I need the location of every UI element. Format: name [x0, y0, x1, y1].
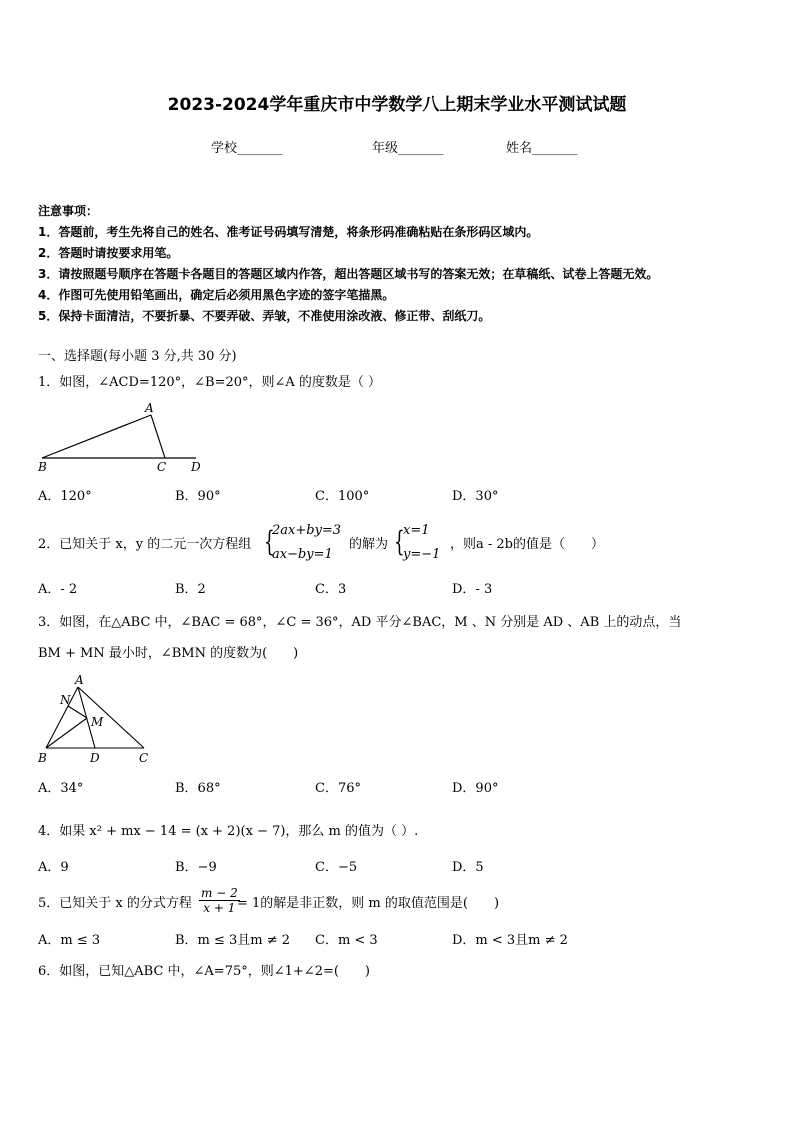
solution-y: y=−1	[403, 547, 441, 562]
q2-option-a: A．- 2	[38, 582, 78, 597]
q1-option-b: B．90°	[175, 489, 221, 504]
equation-2: ax−by=1	[272, 547, 333, 562]
question-5-stem-pre: 5．已知关于 x 的分式方程	[38, 896, 192, 911]
question-2-stem-post: ，则a - 2b的值是（ ）	[450, 537, 605, 552]
q5-option-c: C．m < 3	[315, 933, 378, 948]
q3-option-c: C．76°	[315, 781, 361, 796]
q5-option-d: D．m < 3且m ≠ 2	[452, 933, 568, 948]
side-ac	[78, 687, 144, 748]
note-item: 2．答题时请按要求用笔。	[38, 246, 179, 260]
section-heading: 一、选择题(每小题 3 分,共 30 分)	[38, 349, 237, 364]
q2-option-d: D．- 3	[452, 582, 493, 597]
question-1-figure	[34, 398, 214, 478]
notes-heading: 注意事项：	[38, 204, 99, 218]
school-field: 学校_______	[211, 141, 283, 156]
q2-option-b: B．2	[175, 582, 206, 597]
q2-option-c: C．3	[315, 582, 347, 597]
q5-option-a: A．m ≤ 3	[38, 933, 101, 948]
line-ba	[42, 415, 151, 458]
q3-option-b: B．68°	[175, 781, 221, 796]
q4-option-b: B．−9	[175, 860, 217, 875]
fraction	[199, 886, 240, 915]
label-b: B	[38, 460, 47, 474]
fraction-numerator: m − 2	[201, 886, 238, 900]
question-5-stem-post: = 1的解是非正数，则 m 的取值范围是( )	[237, 896, 500, 911]
segment-bm	[46, 718, 87, 748]
grade-field: 年级_______	[372, 141, 444, 156]
question-2-stem-pre: 2．已知关于 x，y 的二元一次方程组	[38, 537, 252, 552]
label-a: A	[145, 401, 154, 415]
q3-option-d: D．90°	[452, 781, 499, 796]
page-title: 2023-2024学年重庆市中学数学八上期末学业水平测试试题	[167, 95, 627, 115]
q3-option-a: A．34°	[38, 781, 84, 796]
q1-option-d: D．30°	[452, 489, 499, 504]
question-4-stem: 4．如果 x² + mx − 14 = (x + 2)(x − 7)，那么 m 的值为（ ）.	[38, 824, 419, 839]
q1-option-a: A．120°	[38, 489, 92, 504]
note-item: 5．保持卡面清洁，不要折暴、不要弄破、弄皱，不准使用涂改液、修正带、刮纸刀。	[38, 309, 491, 323]
label-c: C	[157, 460, 167, 474]
label-a: A	[75, 673, 84, 687]
note-item: 3．请按照题号顺序在答题卡各题目的答题区域内作答，超出答题区域书写的答案无效；在草稿纸、试卷上答题无效。	[38, 267, 659, 281]
brace-left: {	[264, 525, 275, 558]
label-c: C	[139, 751, 149, 765]
q4-option-d: D．5	[452, 860, 484, 875]
line-ac	[151, 415, 165, 458]
note-item: 4．作图可先使用铅笔画出，确定后必须用黑色字迹的签字笔描黑。	[38, 288, 395, 302]
q4-option-a: A．9	[38, 860, 69, 875]
label-m: M	[91, 715, 104, 729]
label-d: D	[191, 460, 201, 474]
question-1-stem: 1．如图，∠ACD=120°，∠B=20°，则∠A 的度数是（ ）	[38, 375, 382, 390]
label-b: B	[38, 751, 47, 765]
question-2-stem-mid: 的解为	[349, 537, 389, 552]
q5-option-b: B．m ≤ 3且m ≠ 2	[175, 933, 291, 948]
question-6-stem: 6．如图，已知△ABC 中，∠A=75°，则∠1+∠2=( )	[38, 964, 371, 979]
question-3-line-1: 3．如图，在△ABC 中，∠BAC = 68°，∠C = 36°，AD 平分∠BAC，M 、N 分别是 AD 、AB 上的动点，当	[38, 615, 682, 630]
fraction-denominator: x + 1	[203, 901, 236, 915]
question-3-figure	[34, 672, 164, 772]
name-field: 姓名_______	[506, 141, 578, 156]
brace-solution: {	[394, 525, 405, 558]
solution-x: x=1	[403, 523, 430, 538]
equation-1: 2ax+by=3	[272, 523, 342, 538]
question-3-line-2: BM + MN 最小时，∠BMN 的度数为( )	[38, 646, 299, 661]
label-d: D	[90, 751, 100, 765]
q4-option-c: C．−5	[315, 860, 358, 875]
label-n: N	[60, 693, 71, 707]
note-item: 1．答题前，考生先将自己的姓名、准考证号码填写清楚，将条形码准确粘贴在条形码区域内。	[38, 225, 539, 239]
q1-option-c: C．100°	[315, 489, 370, 504]
